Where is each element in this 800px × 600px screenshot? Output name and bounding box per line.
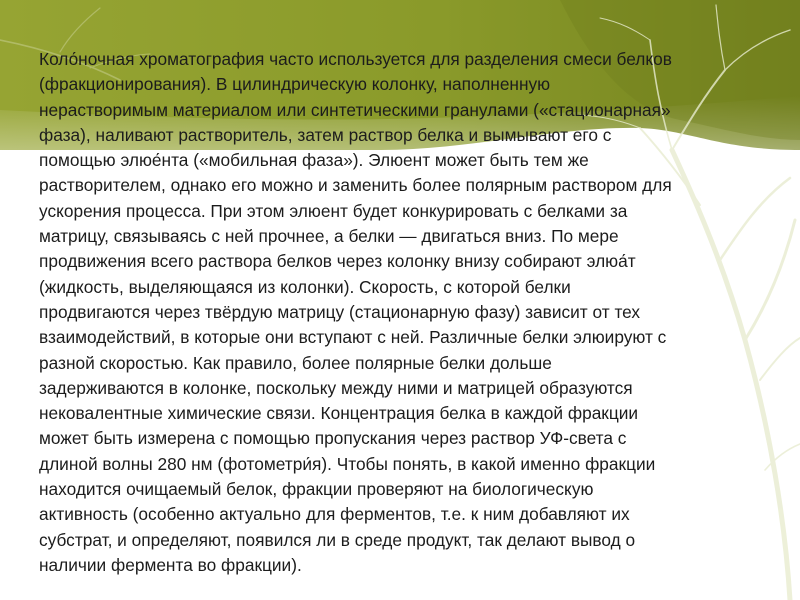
body-line: фаза), наливают растворитель, затем раствор белка и вымывают его с — [39, 124, 612, 145]
body-line: взаимодействий, в которые они вступают с ней. Различные белки элюируют с — [39, 327, 667, 348]
body-line: находится очищаемый белок, фракции проверяют на биологическую — [39, 479, 594, 500]
body-line: может быть измерена с помощью пропускания через раствор УФ-света с — [39, 428, 627, 449]
body-line: ускорения процесса. При этом элюент будет конкурировать с белками за — [39, 200, 628, 221]
body-line: задерживаются в колонке, поскольку между ними и матрицей образуются — [39, 377, 633, 398]
body-line: продвижения всего раствора белков через колонку внизу собирают элюа́т — [39, 251, 636, 272]
body-line: помощью элюе́нта («мобильная фаза»). Элюент может быть тем же — [39, 150, 589, 171]
body-line: (жидкость, выделяющаяся из колонки). Скорость, с которой белки — [39, 276, 571, 297]
body-line: длиной волны 280 нм (фотометри́я). Чтобы понять, в какой именно фракции — [39, 453, 656, 474]
body-line: нерастворимым материалом или синтетическими гранулами («стационарная» — [39, 99, 671, 120]
body-line: субстрат, и определяют, появился ли в среде продукт, так делают вывод о — [39, 529, 636, 550]
body-line: продвигаются через твёрдую матрицу (стационарную фазу) зависит от тех — [39, 301, 641, 322]
body-line: растворителем, однако его можно и заменить более полярным раствором для — [39, 175, 672, 196]
body-line: (фракционирования). В цилиндрическую колонку, наполненную — [39, 74, 551, 95]
body-line: разной скоростью. Как правило, более полярные белки дольше — [39, 352, 552, 373]
body-line: Коло́ночная хроматография часто используется для разделения смеси белков — [39, 49, 672, 69]
body-line: нековалентные химические связи. Концентрация белка в каждой фракции — [39, 403, 639, 424]
body-line: матрицу, связываясь с ней прочнее, а белки — двигаться вниз. По мере — [39, 226, 619, 247]
slide-body-text — [39, 47, 784, 578]
body-line: активность (особенно актуально для ферментов, т.е. к ним добавляют их — [39, 504, 630, 525]
body-line: наличии фермента во фракции). — [39, 554, 302, 575]
